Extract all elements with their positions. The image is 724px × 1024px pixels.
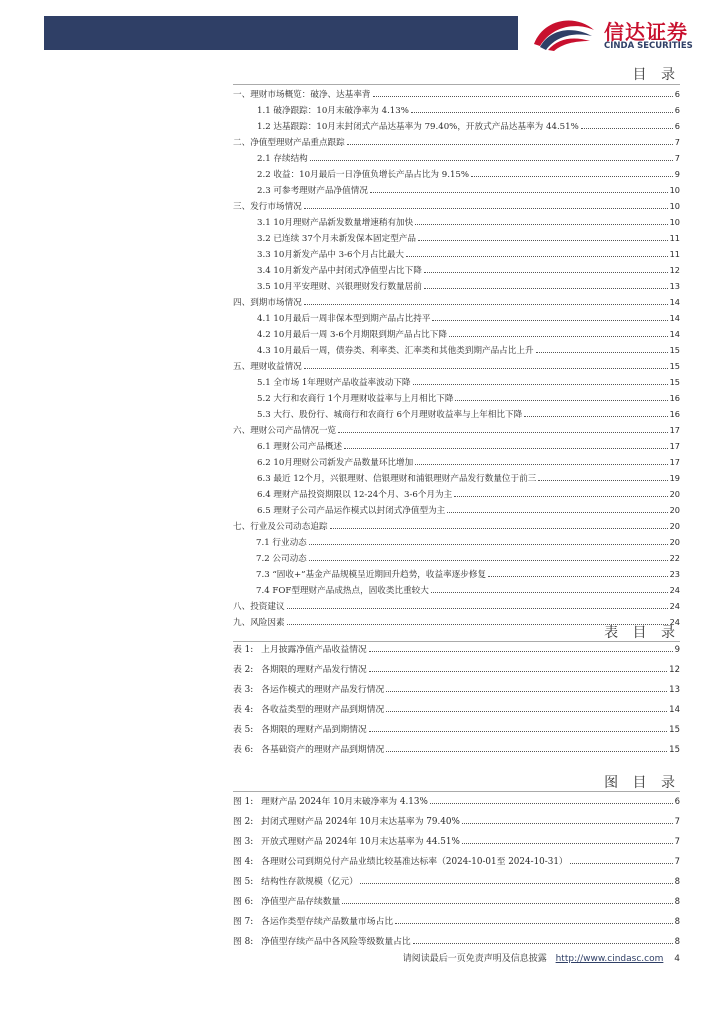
dot-leader xyxy=(449,336,668,337)
entry-page-number: 13 xyxy=(669,281,680,291)
entry-page-number: 6 xyxy=(674,797,680,807)
toc-entry[interactable] xyxy=(233,486,680,502)
entry-page-number: 10 xyxy=(669,185,680,195)
entry-page-number: 14 xyxy=(669,705,680,715)
logo-english-text: CINDA SECURITIES xyxy=(604,41,693,51)
toc-entry[interactable] xyxy=(233,86,680,102)
dot-leader xyxy=(304,208,668,209)
dot-leader xyxy=(304,368,668,369)
toc-title: 目 录 xyxy=(632,67,680,83)
toc-entry[interactable] xyxy=(233,582,680,598)
dot-leader xyxy=(344,448,667,449)
entry-title: 7.4 FOF型理财产品成热点，固收类比重较大 xyxy=(256,586,429,596)
entry-title: 1.1 破净跟踪：10月末破净率为 4.13% xyxy=(257,106,409,116)
toc-entry[interactable] xyxy=(233,550,680,566)
list-entry[interactable] xyxy=(233,680,680,700)
dot-leader xyxy=(524,416,667,417)
entry-title: 4.2 10月最后一周 3-6个月期限到期产品占比下降 xyxy=(257,330,447,340)
entry-number: 图 6: xyxy=(233,897,254,907)
dot-leader xyxy=(430,803,673,804)
entry-page-number: 6 xyxy=(674,89,680,99)
entry-page-number: 7 xyxy=(674,857,680,867)
entry-title: 各理财公司到期兑付产品业绩比较基准达标率（2024-10-01至 2024-10-31） xyxy=(261,857,568,867)
dot-leader xyxy=(386,751,667,752)
dot-leader xyxy=(386,691,667,692)
toc-entry[interactable] xyxy=(233,374,680,390)
toc-entry[interactable] xyxy=(233,470,680,486)
entry-page-number: 19 xyxy=(669,473,680,483)
list-entry[interactable] xyxy=(233,700,680,720)
entry-title: 2.1 存续结构 xyxy=(257,154,308,164)
entry-title: 5.2 大行和农商行 1个月理财收益率与上月相比下降 xyxy=(257,394,454,404)
dot-leader xyxy=(455,400,667,401)
entry-page-number: 12 xyxy=(669,665,680,675)
entry-title: 净值型存续产品中各风险等级数量占比 xyxy=(261,937,411,947)
toc-entry[interactable] xyxy=(233,134,680,150)
toc-entry[interactable] xyxy=(233,150,680,166)
entry-page-number: 9 xyxy=(674,645,680,655)
toc-entry[interactable] xyxy=(233,502,680,518)
toc-entry[interactable] xyxy=(233,534,680,550)
toc-entry[interactable] xyxy=(233,566,680,582)
entry-number: 图 7: xyxy=(233,917,254,927)
entry-title: 5.1 全市场 1年理财产品收益率波动下降 xyxy=(257,378,411,388)
entry-title: 理财产品 2024年 10月末破净率为 4.13% xyxy=(261,797,428,807)
entry-page-number: 6 xyxy=(674,121,680,131)
entry-title: 2.3 可参考理财产品净值情况 xyxy=(257,186,368,196)
entry-title: 3.4 10月新发产品中封闭式净值型占比下降 xyxy=(257,266,422,276)
list-entry[interactable] xyxy=(233,740,680,760)
entry-title: 6.5 理财子公司产品运作模式以封闭式净值型为主 xyxy=(257,506,446,516)
entry-page-number: 15 xyxy=(669,345,680,355)
dot-leader xyxy=(418,240,668,241)
entry-title: 各期限的理财产品发行情况 xyxy=(261,665,367,675)
entry-number: 图 3: xyxy=(233,837,254,847)
entry-page-number: 24 xyxy=(669,601,680,611)
figures-title: 图 目 录 xyxy=(604,775,680,791)
dot-leader xyxy=(411,112,673,113)
dot-leader xyxy=(369,671,667,672)
entry-page-number: 15 xyxy=(669,377,680,387)
entry-title: 6.3 最近 12个月，兴银理财、信银理财和浦银理财产品发行数量位于前三 xyxy=(257,474,537,484)
entry-title: 各基础资产的理财产品到期情况 xyxy=(261,745,385,755)
entry-title: 3.3 10月新发产品中 3-6个月占比最大 xyxy=(257,250,405,260)
entry-title: 七、行业及公司动态追踪 xyxy=(233,522,328,532)
entry-page-number: 22 xyxy=(669,553,680,563)
entry-page-number: 11 xyxy=(669,233,680,243)
entry-title: 净值型产品存续数量 xyxy=(261,897,341,907)
header-bar xyxy=(44,16,518,50)
entry-page-number: 20 xyxy=(669,537,680,547)
toc-entry[interactable] xyxy=(233,246,680,262)
cinda-logo-icon xyxy=(530,14,598,52)
entry-page-number: 10 xyxy=(669,201,680,211)
dot-leader xyxy=(415,224,667,225)
list-entry[interactable] xyxy=(233,640,680,660)
toc-entry[interactable] xyxy=(233,118,680,134)
dot-leader xyxy=(454,496,667,497)
toc-entry[interactable] xyxy=(233,310,680,326)
entry-title: 二、净值型理财产品重点跟踪 xyxy=(233,138,345,148)
entry-page-number: 16 xyxy=(669,409,680,419)
entry-page-number: 24 xyxy=(669,585,680,595)
dot-leader xyxy=(431,592,668,593)
entry-title: 各期限的理财产品到期情况 xyxy=(261,725,367,735)
dot-leader xyxy=(471,176,673,177)
toc-entry[interactable] xyxy=(233,294,680,310)
dot-leader xyxy=(536,352,668,353)
dot-leader xyxy=(370,192,668,193)
toc-entry[interactable] xyxy=(233,326,680,342)
entry-page-number: 7 xyxy=(674,817,680,827)
website-link[interactable]: http://www.cindasc.com xyxy=(555,954,664,964)
entry-title: 4.3 10月最后一周，债券类、利率类、汇率类和其他类到期产品占比上升 xyxy=(257,346,534,356)
entry-number: 表 4: xyxy=(233,705,254,715)
dot-leader xyxy=(310,160,673,161)
entry-page-number: 20 xyxy=(669,489,680,499)
list-entry[interactable] xyxy=(233,660,680,680)
entry-page-number: 12 xyxy=(669,265,680,275)
entry-page-number: 15 xyxy=(669,361,680,371)
toc-entry[interactable] xyxy=(233,230,680,246)
toc-entry[interactable] xyxy=(233,422,680,438)
toc-entry[interactable] xyxy=(233,598,680,614)
list-entry[interactable] xyxy=(233,852,680,872)
dot-leader xyxy=(462,823,673,824)
entry-title: 八、投资建议 xyxy=(233,602,285,612)
toc-title-rule xyxy=(233,84,680,85)
entry-title: 各收益类型的理财产品到期情况 xyxy=(261,705,385,715)
entry-number: 图 2: xyxy=(233,817,254,827)
dot-leader xyxy=(369,651,673,652)
dot-leader xyxy=(347,144,673,145)
entry-page-number: 13 xyxy=(669,685,680,695)
entry-page-number: 6 xyxy=(674,105,680,115)
dot-leader xyxy=(406,256,668,257)
toc-entry[interactable] xyxy=(233,262,680,278)
dot-leader xyxy=(488,576,668,577)
entry-title: 4.1 10月最后一周非保本型到期产品占比持平 xyxy=(257,314,431,324)
list-entry[interactable] xyxy=(233,932,680,952)
list-entry[interactable] xyxy=(233,912,680,932)
entry-number: 图 4: xyxy=(233,857,254,867)
entry-title: 九、风险因素 xyxy=(233,618,285,628)
toc-entry[interactable] xyxy=(233,406,680,422)
entry-page-number: 14 xyxy=(669,297,680,307)
toc-entry[interactable] xyxy=(233,518,680,534)
toc-entry[interactable] xyxy=(233,342,680,358)
entry-number: 表 5: xyxy=(233,725,254,735)
dot-leader xyxy=(413,943,673,944)
entry-title: 1.2 达基跟踪：10月末封闭式产品达基率为 79.40%，开放式产品达基率为 44.51% xyxy=(257,122,579,132)
entry-page-number: 23 xyxy=(669,569,680,579)
list-entry[interactable] xyxy=(233,892,680,912)
list-entry[interactable] xyxy=(233,792,680,812)
entry-title: 五、理财收益情况 xyxy=(233,362,302,372)
entry-number: 图 5: xyxy=(233,877,254,887)
entry-number: 表 1: xyxy=(233,645,254,655)
toc-entry[interactable] xyxy=(233,390,680,406)
entry-title: 六、理财公司产品情况一览 xyxy=(233,426,337,436)
list-entry[interactable] xyxy=(233,872,680,892)
entry-title: 5.3 大行、股份行、城商行和农商行 6个月理财收益率与上年相比下降 xyxy=(257,410,523,420)
entry-page-number: 9 xyxy=(674,169,680,179)
dot-leader xyxy=(462,843,673,844)
entry-title: 封闭式理财产品 2024年 10月末达基率为 79.40% xyxy=(261,817,460,827)
entry-title: 三、发行市场情况 xyxy=(233,202,302,212)
dot-leader xyxy=(424,272,668,273)
dot-leader xyxy=(447,512,667,513)
dot-leader xyxy=(342,903,672,904)
entry-title: 各运作类型存续产品数量市场占比 xyxy=(261,917,394,927)
dot-leader xyxy=(413,384,668,385)
list-entry[interactable] xyxy=(233,720,680,740)
entry-title: 7.2 公司动态 xyxy=(256,554,307,564)
entry-page-number: 14 xyxy=(669,313,680,323)
dot-leader xyxy=(330,528,668,529)
figures-list xyxy=(233,792,680,952)
toc-entry[interactable] xyxy=(233,454,680,470)
entry-page-number: 7 xyxy=(674,153,680,163)
dot-leader xyxy=(304,304,668,305)
entry-page-number: 20 xyxy=(669,521,680,531)
list-entry[interactable] xyxy=(233,832,680,852)
dot-leader xyxy=(570,863,673,864)
entry-page-number: 16 xyxy=(669,393,680,403)
dot-leader xyxy=(309,544,668,545)
page-footer xyxy=(403,951,680,964)
entry-title: 7.1 行业动态 xyxy=(256,538,307,548)
toc-entry[interactable] xyxy=(233,438,680,454)
entry-page-number: 17 xyxy=(669,425,680,435)
tables-list xyxy=(233,640,680,760)
toc-entry[interactable] xyxy=(233,182,680,198)
entry-page-number: 14 xyxy=(669,329,680,339)
tables-title: 表 目 录 xyxy=(604,625,680,641)
entry-page-number: 15 xyxy=(669,745,680,755)
entry-title: 6.4 理财产品投资期限以 12-24个月、3-6个月为主 xyxy=(257,490,453,500)
entry-title: 3.2 已连续 37个月未新发保本固定型产品 xyxy=(257,234,416,244)
toc-entry[interactable] xyxy=(233,166,680,182)
entry-title: 各运作模式的理财产品发行情况 xyxy=(261,685,385,695)
entry-number: 图 8: xyxy=(233,937,254,947)
logo-chinese-text: 信达证券 xyxy=(604,20,688,44)
dot-leader xyxy=(395,923,672,924)
disclaimer-text: 请阅读最后一页免责声明及信息披露 xyxy=(402,954,547,964)
entry-page-number: 8 xyxy=(674,877,680,887)
dot-leader xyxy=(369,731,667,732)
entry-title: 6.1 理财公司产品概述 xyxy=(257,442,343,452)
entry-page-number: 8 xyxy=(674,937,680,947)
toc-entry[interactable] xyxy=(233,102,680,118)
toc-list xyxy=(233,86,680,630)
dot-leader xyxy=(386,711,667,712)
entry-page-number: 17 xyxy=(669,457,680,467)
entry-title: 6.2 10月理财公司新发产品数量环比增加 xyxy=(257,458,414,468)
entry-page-number: 10 xyxy=(669,217,680,227)
entry-number: 表 2: xyxy=(233,665,254,675)
entry-page-number: 7 xyxy=(674,837,680,847)
dot-leader xyxy=(360,883,673,884)
entry-title: 7.3 “固收+”基金产品规模呈近期回升趋势，收益率逐步修复 xyxy=(256,570,487,580)
entry-title: 3.1 10月理财产品新发数量增速稍有加快 xyxy=(257,218,414,228)
dot-leader xyxy=(373,96,673,97)
entry-title: 2.2 收益：10月最后一日净值负增长产品占比为 9.15% xyxy=(257,170,470,180)
entry-page-number: 15 xyxy=(669,725,680,735)
entry-page-number: 8 xyxy=(674,897,680,907)
entry-page-number: 7 xyxy=(674,137,680,147)
entry-page-number: 11 xyxy=(669,249,680,259)
entry-page-number: 17 xyxy=(669,441,680,451)
dot-leader xyxy=(432,320,667,321)
entry-title: 结构性存款规模（亿元） xyxy=(261,877,358,887)
toc-entry[interactable] xyxy=(233,358,680,374)
dot-leader xyxy=(415,464,667,465)
entry-title: 开放式理财产品 2024年 10月末达基率为 44.51% xyxy=(261,837,460,847)
dot-leader xyxy=(338,432,667,433)
entry-title: 上月披露净值产品收益情况 xyxy=(261,645,367,655)
entry-title: 四、到期市场情况 xyxy=(233,298,302,308)
entry-page-number: 8 xyxy=(674,917,680,927)
entry-number: 表 6: xyxy=(233,745,254,755)
cinda-logo xyxy=(530,14,710,54)
entry-title: 3.5 10月平安理财、兴银理财发行数量居前 xyxy=(257,282,422,292)
toc-entry[interactable] xyxy=(233,278,680,294)
entry-number: 图 1: xyxy=(233,797,254,807)
entry-number: 表 3: xyxy=(233,685,254,695)
page-number: 4 xyxy=(674,954,680,964)
list-entry[interactable] xyxy=(233,812,680,832)
dot-leader xyxy=(309,560,668,561)
entry-title: 一、理财市场概览：破净、达基率背 xyxy=(233,90,371,100)
entry-page-number: 24 xyxy=(669,617,680,627)
dot-leader xyxy=(287,608,668,609)
dot-leader xyxy=(581,128,673,129)
entry-page-number: 20 xyxy=(669,505,680,515)
dot-leader xyxy=(538,480,667,481)
toc-entry[interactable] xyxy=(233,198,680,214)
dot-leader xyxy=(424,288,668,289)
toc-entry[interactable] xyxy=(233,214,680,230)
